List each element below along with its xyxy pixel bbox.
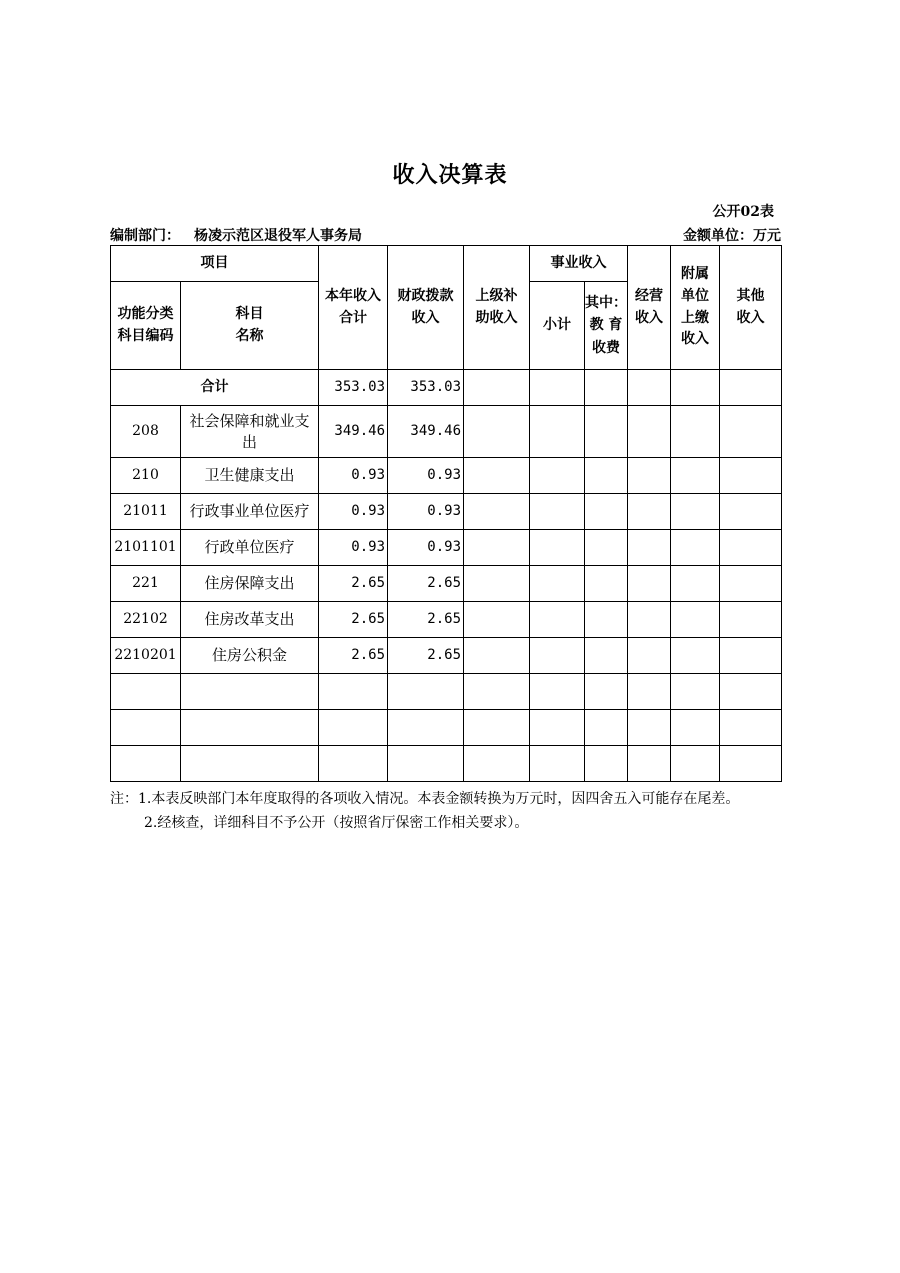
cell-total: 2.65 <box>319 638 388 674</box>
amount-unit: 金额单位：万元 <box>683 228 781 244</box>
cell-name: 行政事业单位医疗 <box>181 494 319 530</box>
cell-fiscal: 0.93 <box>388 458 464 494</box>
cell-fiscal: 0.93 <box>388 530 464 566</box>
cell-fiscal: 0.93 <box>388 494 464 530</box>
cell-code: 208 <box>111 406 181 458</box>
cell-code: 22102 <box>111 602 181 638</box>
department-label: 编制部门： <box>110 228 180 244</box>
table-row <box>111 406 782 458</box>
header-affiliated: 附属 单位 上缴 收入 <box>671 246 720 370</box>
cell-fiscal: 2.65 <box>388 638 464 674</box>
cell-total: 0.93 <box>319 494 388 530</box>
cell-code: 221 <box>111 566 181 602</box>
income-table <box>110 245 782 782</box>
header-item: 项目 <box>111 246 319 282</box>
empty-row <box>111 746 782 782</box>
form-number: 公开02表 <box>712 204 774 220</box>
cell-code: 2101101 <box>111 530 181 566</box>
cell-fiscal: 353.03 <box>388 370 464 406</box>
cell-name: 卫生健康支出 <box>181 458 319 494</box>
cell-name: 住房改革支出 <box>181 602 319 638</box>
header-operating: 经营 收入 <box>628 246 671 370</box>
header-superior: 上级补 助收入 <box>464 246 530 370</box>
table-row <box>111 566 782 602</box>
table-row <box>111 458 782 494</box>
table-row-total <box>111 370 782 406</box>
cell-total: 349.46 <box>319 406 388 458</box>
cell-total: 2.65 <box>319 566 388 602</box>
cell-name: 社会保障和就业支 出 <box>181 406 319 458</box>
table-row <box>111 530 782 566</box>
cell-code: 210 <box>111 458 181 494</box>
notes <box>110 788 781 834</box>
table-row <box>111 638 782 674</box>
cell-name: 行政单位医疗 <box>181 530 319 566</box>
cell-name: 住房公积金 <box>181 638 319 674</box>
header-func-code: 功能分类 科目编码 <box>111 282 181 370</box>
header-subject: 科目 名称 <box>181 282 319 370</box>
header-fiscal: 财政拨款 收入 <box>388 246 464 370</box>
header-total: 本年收入 合计 <box>319 246 388 370</box>
cell-fiscal: 349.46 <box>388 406 464 458</box>
cell-total: 0.93 <box>319 458 388 494</box>
header-other: 其他 收入 <box>720 246 782 370</box>
cell-code: 2210201 <box>111 638 181 674</box>
total-label: 合计 <box>111 370 319 406</box>
department-name: 杨凌示范区退役军人事务局 <box>194 228 362 244</box>
empty-row <box>111 674 782 710</box>
note-1: 注：1.本表反映部门本年度取得的各项收入情况。本表金额转换为万元时，因四舍五入可能存在尾差。 <box>110 791 740 807</box>
department <box>110 225 362 245</box>
table-row <box>111 602 782 638</box>
cell-name: 住房保障支出 <box>181 566 319 602</box>
cell-code: 21011 <box>111 494 181 530</box>
empty-row <box>111 710 782 746</box>
note-2: 2.经核查，详细科目不予公开（按照省厅保密工作相关要求）。 <box>144 815 529 831</box>
cell-fiscal: 2.65 <box>388 602 464 638</box>
table-row <box>111 494 782 530</box>
cell-total: 353.03 <box>319 370 388 406</box>
header-subtotal: 小计 <box>530 282 585 370</box>
page-title: 收入决算表 <box>392 163 508 188</box>
cell-fiscal: 2.65 <box>388 566 464 602</box>
cell-total: 2.65 <box>319 602 388 638</box>
header-business: 事业收入 <box>530 246 628 282</box>
header-edu-fee: 其中： 教 育 收费 <box>585 282 628 370</box>
cell-total: 0.93 <box>319 530 388 566</box>
